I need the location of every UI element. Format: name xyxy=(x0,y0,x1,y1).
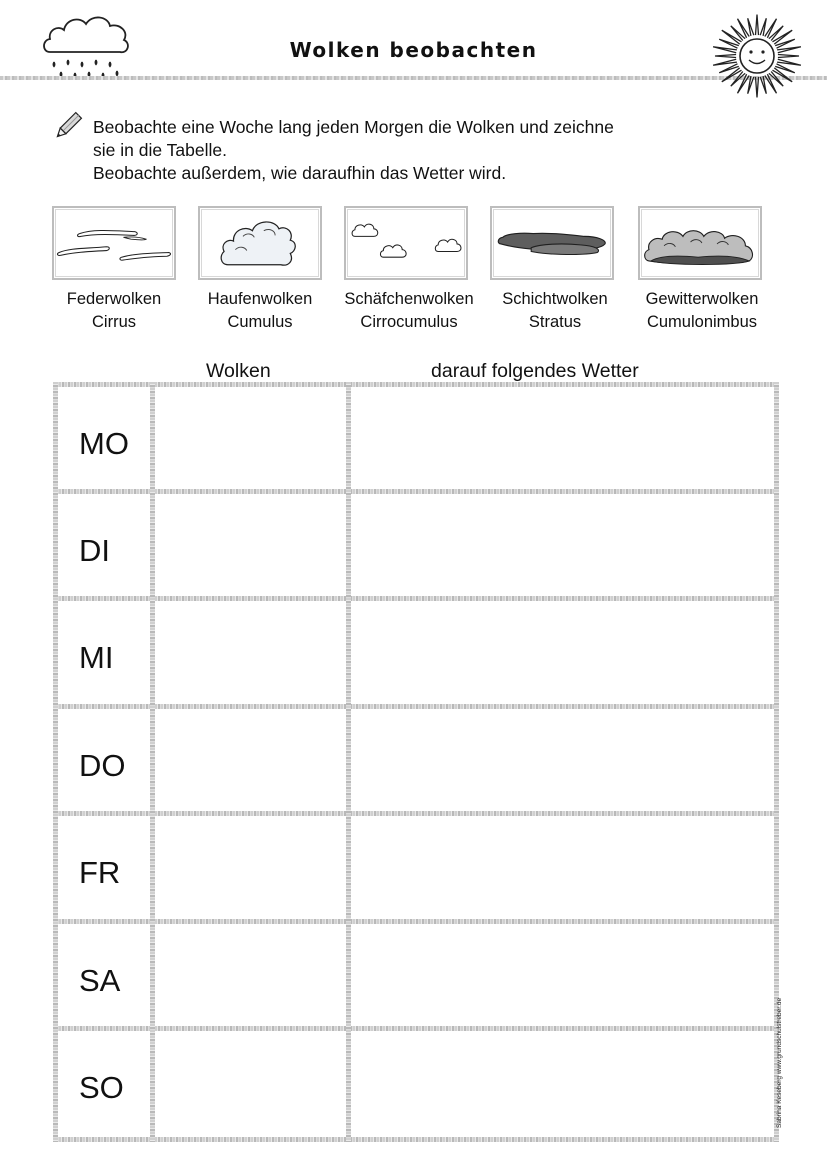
cloud-name: Federwolken xyxy=(66,290,162,308)
sun-ray xyxy=(713,59,737,65)
cloud-label-cirrocumulus xyxy=(334,288,484,334)
sun-ray xyxy=(765,19,777,38)
cirrus-image xyxy=(52,206,176,280)
cloud-name: Haufenwolken xyxy=(207,290,313,308)
cloud-label-cumulonimbus xyxy=(627,288,777,334)
cloud-label-cirrus xyxy=(39,288,189,334)
column-header-weather: darauf folgendes Wetter xyxy=(431,360,639,382)
day-label: SA xyxy=(79,963,121,998)
cloud-latin-name: Cumulus xyxy=(227,313,293,331)
cirrocumulus-image xyxy=(344,206,468,280)
cumulonimbus-cloud-icon xyxy=(640,208,760,278)
sun-icon xyxy=(707,10,807,102)
instruction-line: Beobachte außerdem, wie daraufhin das Wetter wird. xyxy=(93,163,507,183)
cloud-name: Schichtwolken xyxy=(502,290,608,308)
cloud-latin-name: Cirrocumulus xyxy=(360,313,458,331)
page-title: Wolken beobachten xyxy=(289,38,538,62)
column-header-clouds: Wolken xyxy=(206,360,271,382)
day-label: DI xyxy=(79,533,110,568)
day-label: DO xyxy=(79,748,126,783)
day-label: MI xyxy=(79,640,114,675)
sun-ray xyxy=(715,55,736,58)
table-row xyxy=(53,704,779,811)
sun-ray xyxy=(713,47,737,53)
day-label: SO xyxy=(79,1070,124,1105)
cumulonimbus-image xyxy=(638,206,762,280)
sun-ray xyxy=(748,18,754,36)
sun-ray xyxy=(760,18,766,36)
cloud-latin-name: Cirrus xyxy=(92,313,136,331)
table-row xyxy=(53,382,779,489)
table-row xyxy=(53,811,779,919)
cloud-label-cumulus xyxy=(185,288,335,334)
sun-ray xyxy=(777,59,801,65)
stratus-image xyxy=(490,206,614,280)
pencil-icon xyxy=(52,110,84,142)
observation-table xyxy=(53,382,779,1142)
cloud-latin-name: Stratus xyxy=(528,313,582,331)
sun-ray xyxy=(765,74,777,93)
sun-ray xyxy=(777,47,801,53)
cloud-latin-name: Cumulonimbus xyxy=(646,313,758,331)
cumulus-cloud-icon xyxy=(200,208,320,278)
cloud-name: Gewitterwolken xyxy=(645,290,759,308)
day-label: FR xyxy=(79,855,121,890)
sun-ray xyxy=(756,77,759,98)
cloud-name: Schäfchenwolken xyxy=(344,290,474,308)
sun-ray xyxy=(748,76,754,94)
sun-ray xyxy=(738,19,750,38)
sun-ray xyxy=(778,55,799,58)
credit-text: Sabrina Keseberg www.grundschulstreber.de xyxy=(776,997,783,1128)
instructions xyxy=(93,116,614,185)
cumulus-image xyxy=(198,206,322,280)
cloud-label-stratus xyxy=(480,288,630,334)
table-row xyxy=(53,919,779,1026)
cirrus-cloud-icon xyxy=(54,208,174,278)
instruction-line: sie in die Tabelle. xyxy=(93,140,227,160)
day-label: MO xyxy=(79,426,129,461)
sun-ray xyxy=(760,76,766,94)
instruction-line: Beobachte eine Woche lang jeden Morgen die Wolken und zeichne xyxy=(93,117,614,137)
table-row xyxy=(53,1026,779,1137)
sun-ray xyxy=(738,74,750,93)
stratus-cloud-icon xyxy=(492,208,612,278)
table-row xyxy=(53,489,779,596)
table-line xyxy=(53,1137,779,1142)
header-divider xyxy=(0,76,827,80)
table-row xyxy=(53,596,779,704)
cirrocumulus-cloud-icon xyxy=(346,208,466,278)
sun-ray xyxy=(756,15,759,35)
